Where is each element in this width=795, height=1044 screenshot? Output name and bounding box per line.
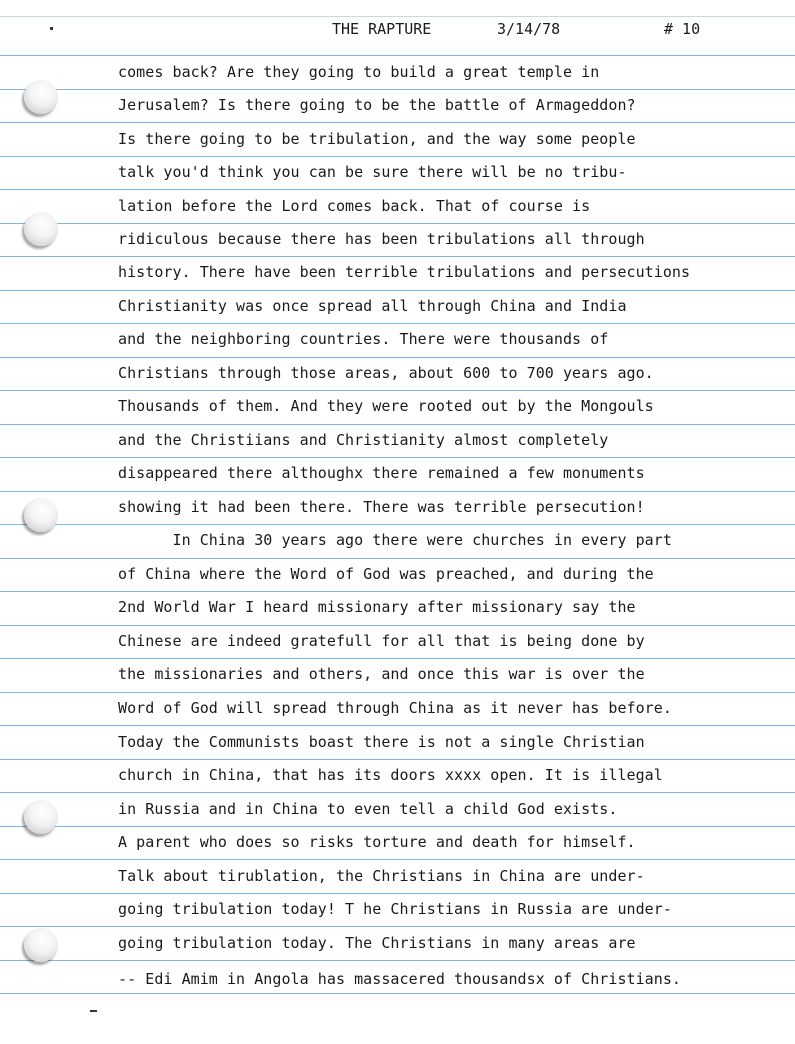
page-number: # 10: [664, 20, 701, 38]
ruled-line: [0, 960, 795, 961]
ruled-line: [0, 189, 795, 190]
document-title: THE RAPTURE: [332, 20, 432, 38]
ruled-line: [0, 591, 795, 592]
punch-hole: [24, 800, 58, 834]
text-line: disappeared there althoughx there remained a few monuments: [118, 464, 645, 482]
text-line: In China 30 years ago there were churches in every part: [118, 531, 672, 549]
text-line: Chinese are indeed gratefull for all that is being done by: [118, 632, 645, 650]
text-line: Today the Communists boast there is not a single Christian: [118, 733, 645, 751]
ruled-line: [0, 89, 795, 90]
punch-hole: [24, 212, 58, 246]
ruled-line: [0, 759, 795, 760]
text-line: of China where the Word of God was preached, and during the: [118, 565, 654, 583]
text-line: ridiculous because there has been tribulations all through: [118, 230, 645, 248]
ruled-line: [0, 524, 795, 525]
text-line: Christians through those areas, about 600 to 700 years ago.: [118, 364, 654, 382]
ruled-line: [0, 390, 795, 391]
ruled-line: [0, 156, 795, 157]
ruled-line: [0, 725, 795, 726]
text-line: Word of God will spread through China as it never has before.: [118, 699, 672, 717]
ruled-line: [0, 491, 795, 492]
ruled-line: [0, 826, 795, 827]
ruled-line: [0, 323, 795, 324]
ruled-line: [0, 122, 795, 123]
text-line: Talk about tirublation, the Christians in China are under-: [118, 867, 645, 885]
text-line: in Russia and in China to even tell a child God exists.: [118, 800, 618, 818]
ruled-line: [0, 658, 795, 659]
text-line: and the Christiians and Christianity almost completely: [118, 431, 609, 449]
text-line: the missionaries and others, and once this war is over the: [118, 665, 645, 683]
document-date: 3/14/78: [497, 20, 561, 38]
text-line: A parent who does so risks torture and death for himself.: [118, 833, 636, 851]
text-line: comes back? Are they going to build a great temple in: [118, 63, 600, 81]
text-line: going tribulation today. The Christians in many areas are: [118, 934, 636, 952]
text-line: Is there going to be tribulation, and the way some people: [118, 130, 636, 148]
ruled-line: [0, 993, 795, 994]
ruled-line: [0, 256, 795, 257]
ruled-line: [0, 692, 795, 693]
text-line: showing it had been there. There was terrible persecution!: [118, 498, 645, 516]
text-line: -- Edi Amim in Angola has massacered thousandsx of Christians.: [118, 970, 682, 988]
ruled-line: [0, 926, 795, 927]
ruled-line: [0, 558, 795, 559]
ruled-line: [0, 625, 795, 626]
ruled-line: [0, 893, 795, 894]
ruled-line: [0, 424, 795, 425]
ruled-line: [0, 290, 795, 291]
text-line: lation before the Lord comes back. That of course is: [118, 197, 591, 215]
ruled-line: [0, 357, 795, 358]
punch-hole: [24, 928, 58, 962]
text-line: talk you'd think you can be sure there will be no tribu-: [118, 163, 627, 181]
ruled-line: [0, 792, 795, 793]
top-margin-line: [0, 16, 795, 17]
text-line: Jerusalem? Is there going to be the battle of Armageddon?: [118, 96, 636, 114]
ruled-line: [0, 55, 795, 56]
ruled-line: [0, 859, 795, 860]
text-line: history. There have been terrible tribulations and persecutions: [118, 263, 691, 281]
text-line: Christianity was once spread all through China and India: [118, 297, 627, 315]
text-line: and the neighboring countries. There were thousands of: [118, 330, 609, 348]
page-header: [0, 20, 795, 42]
text-line: going tribulation today! T he Christians in Russia are under-: [118, 900, 672, 918]
ruled-line: [0, 457, 795, 458]
text-line: church in China, that has its doors xxxx open. It is illegal: [118, 766, 663, 784]
text-line: Thousands of them. And they were rooted out by the Mongouls: [118, 397, 654, 415]
punch-hole: [24, 498, 58, 532]
text-line: 2nd World War I heard missionary after missionary say the: [118, 598, 636, 616]
ruled-line: [0, 223, 795, 224]
stray-mark: [90, 1010, 97, 1012]
